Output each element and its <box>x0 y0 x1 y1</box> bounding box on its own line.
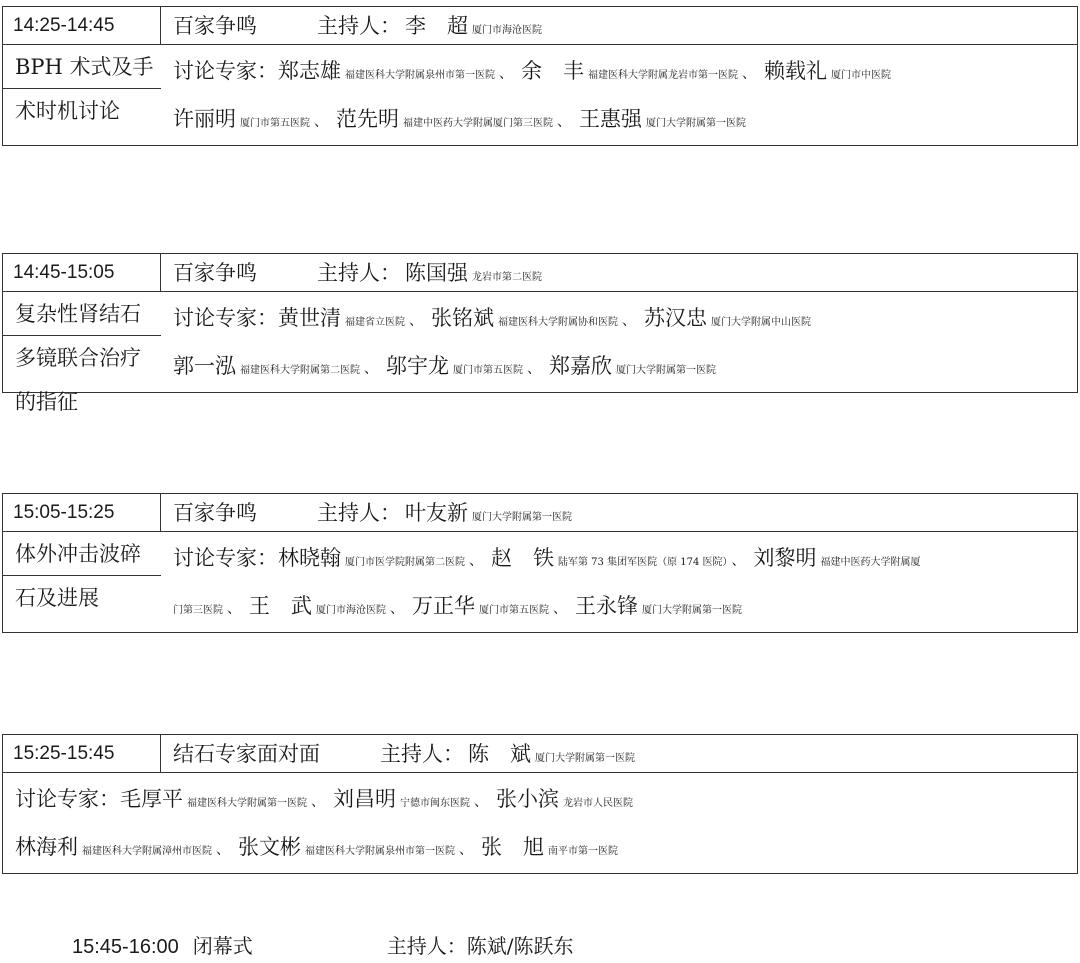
experts-line <box>15 823 618 871</box>
separator: 、 <box>314 114 328 130</box>
expert-affiliation: 福建医科大学附属泉州市第一医院 <box>305 846 455 857</box>
host-label: 主持人： <box>317 261 401 285</box>
closing-host-label: 主持人： <box>386 934 467 958</box>
expert-name: 余 丰 <box>521 59 584 83</box>
expert-affiliation: 宁德市闽东医院 <box>400 798 470 809</box>
host-name: 李 超 <box>405 14 468 38</box>
session-title: 百家争鸣 <box>173 501 257 525</box>
closing-time: 15:45-16:00 <box>72 936 179 958</box>
expert-affiliation: 福建省立医院 <box>345 317 405 328</box>
expert-name: 刘昌明 <box>333 787 396 811</box>
session-header <box>161 735 1077 773</box>
session-time: 14:25-14:45 <box>3 7 160 45</box>
expert-name: 张铭斌 <box>431 306 494 330</box>
session-block-4 <box>2 734 1078 874</box>
session-time: 15:05-15:25 <box>3 494 160 532</box>
session-title: 百家争鸣 <box>173 261 257 285</box>
host-label: 主持人： <box>317 14 401 38</box>
expert-name: 郑嘉欣 <box>549 354 612 378</box>
experts-label: 讨论专家： <box>173 306 278 330</box>
expert-name: 范先明 <box>336 107 399 131</box>
host-name: 叶友新 <box>405 501 468 525</box>
separator: 、 <box>459 842 473 858</box>
expert-affiliation: 福建中医药大学附属厦 <box>820 557 921 568</box>
expert-affiliation: 陆军第 73 集团军医院（原 174 医院） <box>558 557 728 568</box>
separator: 、 <box>557 114 571 130</box>
separator: 、 <box>409 313 423 329</box>
separator: 、 <box>622 313 636 329</box>
session-block-2 <box>2 253 1078 414</box>
host-affiliation: 厦门大学附属第一医院 <box>535 753 635 764</box>
session-time-cell <box>3 735 161 773</box>
separator: 、 <box>390 601 404 617</box>
expert-name: 郭一泓 <box>173 354 236 378</box>
session-block-1 <box>2 6 1078 146</box>
experts-cell <box>161 532 1077 632</box>
session-time-cell <box>3 254 161 292</box>
expert-name: 赖载礼 <box>764 59 827 83</box>
closing-title: 闭幕式 <box>192 934 253 958</box>
closing-host: 陈斌/陈跃东 <box>466 934 574 958</box>
expert-name: 许丽明 <box>173 107 236 131</box>
experts-cell <box>161 45 1077 145</box>
experts-line <box>173 342 1077 390</box>
expert-name: 王惠强 <box>579 107 642 131</box>
session-topic: BPH 术式及手术时机讨论 <box>3 45 161 89</box>
expert-name: 郑志雄 <box>278 59 341 83</box>
session-time-cell <box>3 494 161 532</box>
session-title: 百家争鸣 <box>173 14 257 38</box>
host-affiliation: 厦门市海沧医院 <box>472 25 542 36</box>
expert-name: 毛厚平 <box>120 787 183 811</box>
expert-name: 林海利 <box>15 835 78 859</box>
experts-line <box>173 95 1077 143</box>
experts-cell <box>161 292 1077 392</box>
experts-line <box>173 47 1077 95</box>
separator: 、 <box>731 553 746 569</box>
separator: 、 <box>474 794 488 810</box>
separator: 、 <box>364 361 378 377</box>
separator: 、 <box>553 601 567 617</box>
session-time-cell <box>3 7 161 45</box>
session-header <box>161 254 1077 292</box>
experts-label: 讨论专家： <box>173 546 278 570</box>
host-name: 陈 斌 <box>468 742 531 766</box>
separator: 、 <box>742 66 756 82</box>
session-time: 15:25-15:45 <box>3 735 160 773</box>
expert-affiliation: 厦门大学附属第一医院 <box>642 605 742 616</box>
expert-affiliation: 福建医科大学附属泉州市第一医院 <box>345 70 495 81</box>
expert-name: 林晓翰 <box>278 546 341 570</box>
expert-affiliation: 福建医科大学附属第二医院 <box>240 365 360 376</box>
expert-name: 王永锋 <box>575 594 638 618</box>
session-topic: 复杂性肾结石多镜联合治疗的指征 <box>3 292 161 336</box>
expert-name: 张 旭 <box>481 835 544 859</box>
expert-affiliation: 厦门市医学院附属第二医院 <box>345 557 465 568</box>
host-name: 陈国强 <box>405 261 468 285</box>
expert-name: 万正华 <box>412 594 475 618</box>
session-time: 14:45-15:05 <box>3 254 160 292</box>
host-label: 主持人： <box>317 501 401 525</box>
expert-affiliation: 厦门市海沧医院 <box>316 605 386 616</box>
expert-affiliation: 龙岩市人民医院 <box>563 798 633 809</box>
experts-cell <box>3 773 633 873</box>
separator: 、 <box>527 361 541 377</box>
experts-label: 讨论专家： <box>173 59 278 83</box>
experts-line <box>15 775 633 823</box>
expert-affiliation: 福建医科大学附属第一医院 <box>187 798 307 809</box>
expert-name: 邬宇龙 <box>386 354 449 378</box>
expert-affiliation-continued: 门第三医院 <box>173 605 223 616</box>
separator: 、 <box>311 794 325 810</box>
session-topic: 体外冲击波碎石及进展 <box>3 532 161 576</box>
host-affiliation: 龙岩市第二医院 <box>472 272 542 283</box>
expert-name: 王 武 <box>249 594 312 618</box>
expert-affiliation: 厦门市第五医院 <box>479 605 549 616</box>
host-label: 主持人： <box>380 742 464 766</box>
expert-affiliation: 厦门大学附属第一医院 <box>616 365 716 376</box>
expert-name: 赵 铁 <box>491 546 554 570</box>
expert-name: 张小滨 <box>496 787 559 811</box>
session-header <box>161 494 1077 532</box>
separator: 、 <box>499 66 513 82</box>
expert-name: 张文彬 <box>238 835 301 859</box>
expert-affiliation: 福建医科大学附属漳州市医院 <box>82 846 212 857</box>
experts-line <box>173 294 1077 342</box>
separator: 、 <box>469 553 483 569</box>
expert-name: 黄世清 <box>278 306 341 330</box>
separator: 、 <box>216 842 230 858</box>
separator: 、 <box>227 601 241 617</box>
experts-line <box>173 582 1077 630</box>
session-title: 结石专家面对面 <box>173 742 320 766</box>
expert-affiliation: 南平市第一医院 <box>548 846 618 857</box>
session-block-3 <box>2 493 1078 633</box>
expert-affiliation: 厦门市第五医院 <box>453 365 523 376</box>
experts-line <box>173 534 1077 582</box>
expert-affiliation: 福建医科大学附属协和医院 <box>498 317 618 328</box>
expert-name: 刘黎明 <box>753 546 817 570</box>
expert-affiliation: 福建中医药大学附属厦门第三医院 <box>403 118 553 129</box>
expert-affiliation: 福建医科大学附属龙岩市第一医院 <box>588 70 738 81</box>
expert-affiliation: 厦门大学附属中山医院 <box>711 317 811 328</box>
session-header <box>161 7 1077 45</box>
expert-affiliation: 厦门市第五医院 <box>240 118 310 129</box>
experts-label: 讨论专家： <box>15 787 120 811</box>
host-affiliation: 厦门大学附属第一医院 <box>472 512 572 523</box>
closing-ceremony-line <box>72 930 574 959</box>
expert-name: 苏汉忠 <box>644 306 707 330</box>
expert-affiliation: 厦门市中医院 <box>831 70 891 81</box>
expert-affiliation: 厦门大学附属第一医院 <box>646 118 746 129</box>
